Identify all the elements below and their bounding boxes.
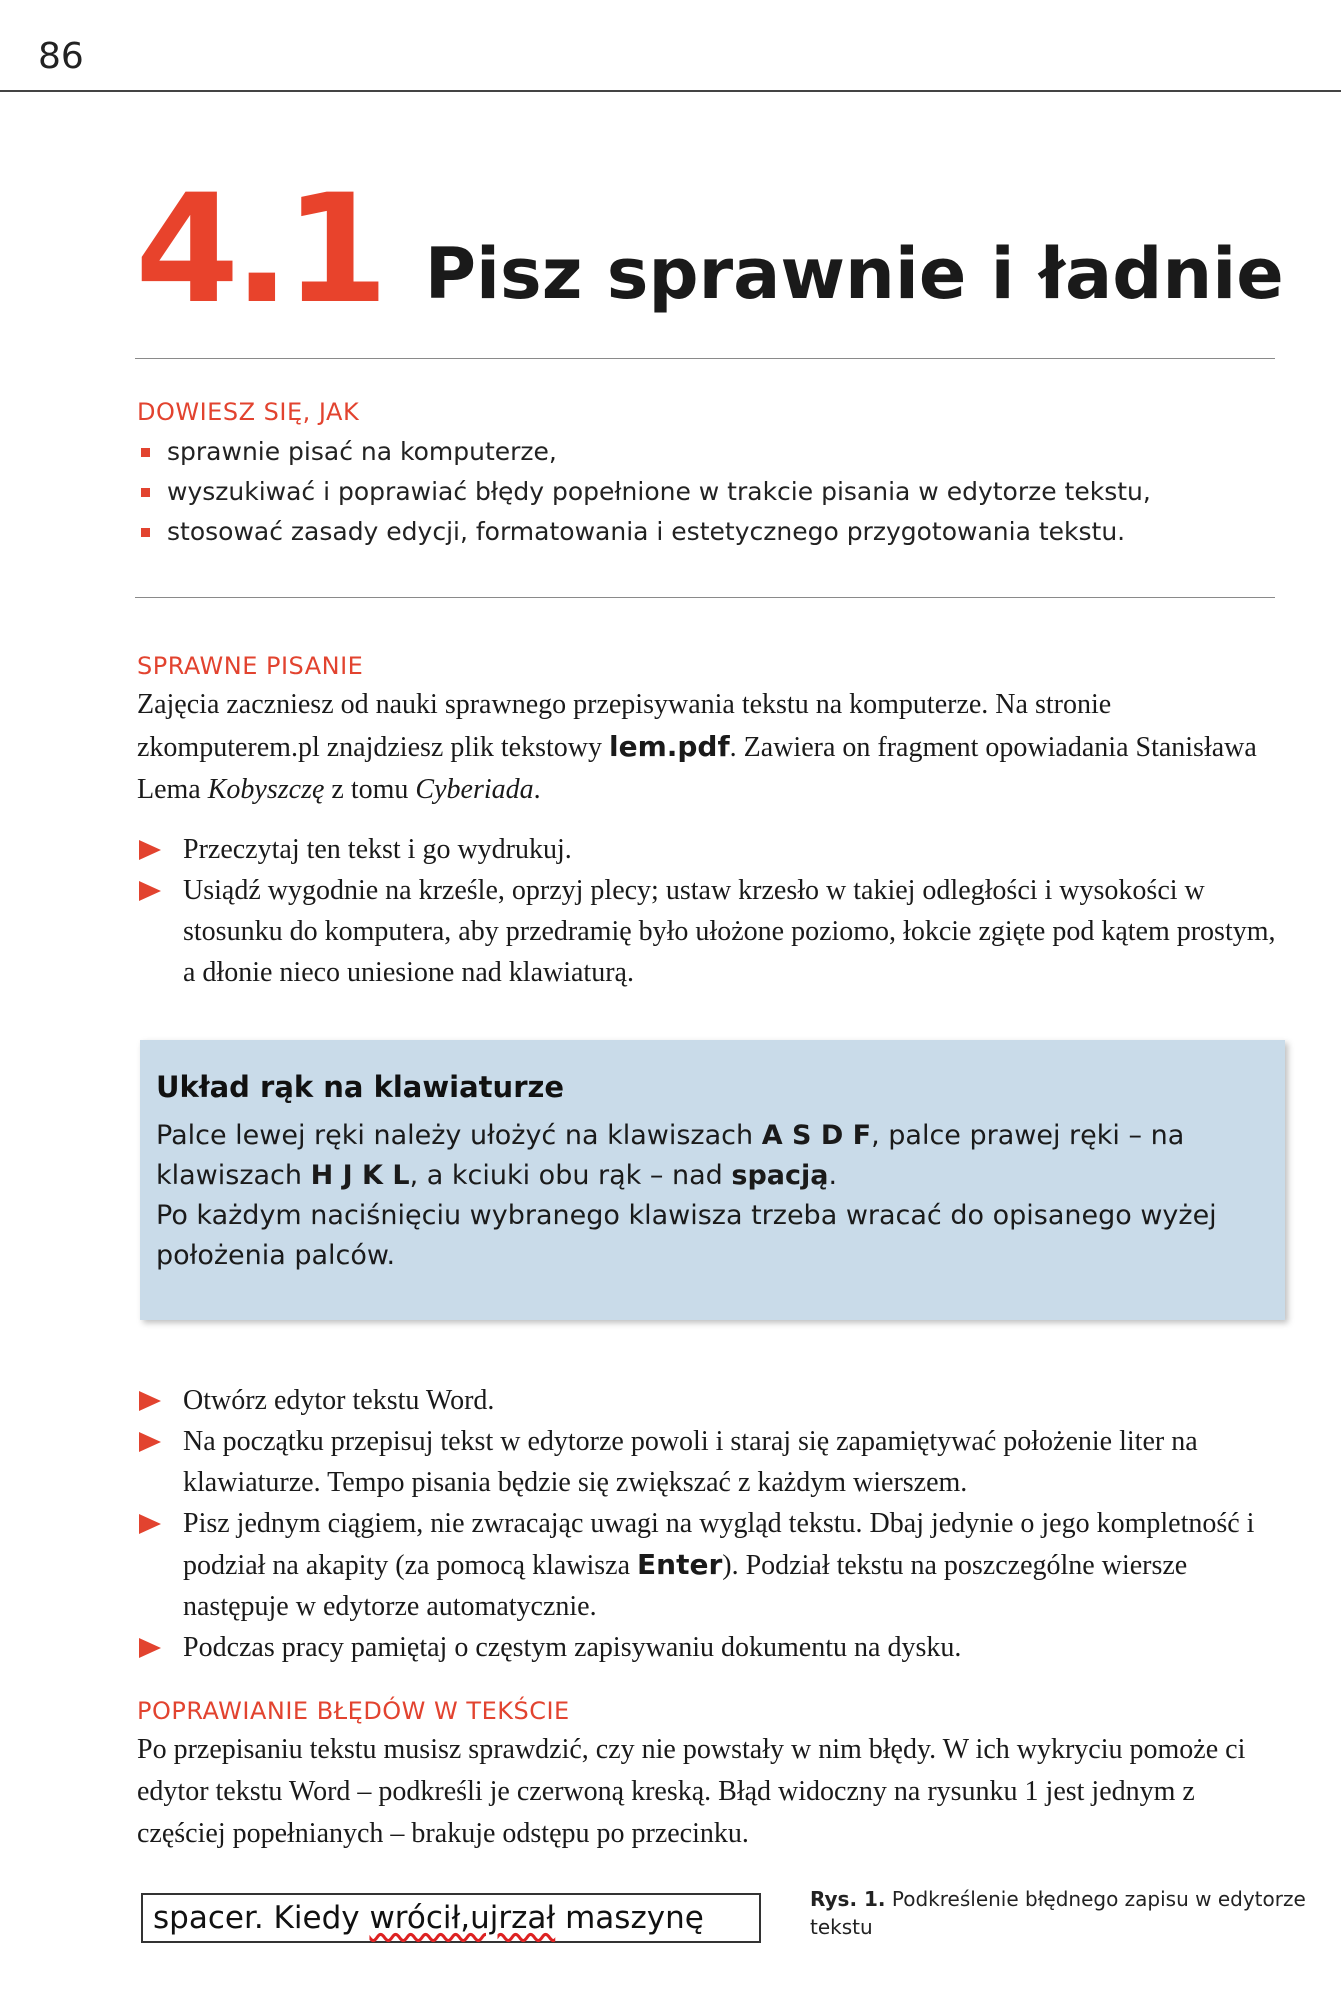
figure-sample-text xyxy=(141,1893,761,1943)
intro-text: z tomu xyxy=(324,774,416,805)
list-item: Przeczytaj ten tekst i go wydrukuj. xyxy=(137,829,1287,870)
hands-info-box xyxy=(140,1040,1285,1320)
typing-intro xyxy=(137,684,1287,811)
chapter-title: Pisz sprawnie i ładnie xyxy=(424,233,1284,315)
figure-caption xyxy=(810,1885,1341,1941)
step-text: ). Podział tekstu na poszczególne wiersze następuje w edytorze automatycznie. xyxy=(183,1550,1188,1622)
file-name: lem.pdf xyxy=(608,730,730,763)
intro-text: . Zawiera on fragment opowiadania Stanisława Lema xyxy=(137,732,1257,805)
figure-text: spacer. Kiedy xyxy=(153,1900,370,1936)
space-key: spacją xyxy=(731,1160,829,1191)
box-text xyxy=(156,1116,1256,1276)
chapter-number: 4.1 xyxy=(135,163,383,337)
intro-text: Zajęcia zaczniesz od nauki sprawnego przepisywania tekstu na komputerze. Na stronie zkomputerem.pl znajdziesz plik tekstowy xyxy=(137,689,1112,763)
figure-text: maszynę xyxy=(555,1900,704,1936)
list-item: Na początku przepisuj tekst w edytorze powoli i staraj się zapamiętywać położenie liter na klawiaturze. Tempo pisania będzie się zwiększać z każdym wierszem. xyxy=(137,1421,1287,1503)
list-item: sprawnie pisać na komputerze, xyxy=(137,432,1151,472)
caption-label: Rys. 1. xyxy=(810,1887,886,1911)
typing-heading: SPRAWNE PISANIE xyxy=(137,652,364,680)
list-item: stosować zasady edycji, formatowania i estetycznego przygotowania tekstu. xyxy=(137,512,1151,552)
page-number: 86 xyxy=(38,36,84,77)
list-item: Otwórz edytor tekstu Word. xyxy=(137,1380,1287,1421)
errors-heading: POPRAWIANIE BŁĘDÓW W TEKŚCIE xyxy=(137,1697,570,1725)
editor-steps xyxy=(137,1380,1287,1668)
box-text-part: , a kciuki obu rąk – nad xyxy=(409,1160,732,1191)
divider-rule xyxy=(135,597,1275,598)
left-keys: A S D F xyxy=(761,1120,872,1151)
list-item: wyszukiwać i poprawiać błędy popełnione w trakcie pisania w edytorze tekstu, xyxy=(137,472,1151,512)
goals-heading: DOWIESZ SIĘ, JAK xyxy=(137,398,360,426)
caption-text: Podkreślenie błędnego zapisu w edytorze tekstu xyxy=(810,1887,1306,1939)
chapter-heading xyxy=(135,163,1284,337)
box-title: Układ rąk na klawiaturze xyxy=(156,1070,565,1104)
goals-list xyxy=(137,432,1151,552)
box-text-part: , palce prawej ręki – na klawiszach xyxy=(156,1120,1185,1191)
box-text-part: Palce lewej ręki należy ułożyć na klawiszach xyxy=(156,1120,762,1151)
typing-steps xyxy=(137,829,1287,993)
error-underline: wrócił,ujrzał xyxy=(369,1900,556,1936)
list-item: Podczas pracy pamiętaj o częstym zapisywaniu dokumentu na dysku. xyxy=(137,1627,1287,1668)
intro-text: . xyxy=(533,774,541,805)
errors-text: Po przepisaniu tekstu musisz sprawdzić, czy nie powstały w nim błędy. W ich wykryciu pomoże ci edytor tekstu Word – podkreśli je czerwoną kreską. Błąd widoczny na rysunku 1 jest jednym z częściej popełnianych – brakuje odstępu po przecinku. xyxy=(137,1734,1246,1849)
step-text: Pisz jednym ciągiem, nie zwracając uwagi na wygląd tekstu. Dbaj jedynie o jego kompletność i podział na akapity (za pomocą klawisza xyxy=(183,1508,1255,1581)
divider-rule xyxy=(135,358,1275,359)
header-rule xyxy=(0,90,1341,92)
book-title: Cyberiada xyxy=(415,774,534,805)
list-item: Usiądź wygodnie na krześle, oprzyj plecy; ustaw krzesło w takiej odległości i wysokości w stosunku do komputera, aby przedramię było ułożone poziomo, łokcie zgięte pod kątem prostym, a dłonie nieco uniesione nad klawiaturą. xyxy=(137,870,1287,993)
story-title: Kobyszczę xyxy=(207,774,325,805)
box-text-part: . xyxy=(828,1160,838,1191)
box-line2: Po każdym naciśnięciu wybranego klawisza trzeba wracać do opisanego wyżej położenia palców. xyxy=(156,1200,1217,1271)
right-keys: H J K L xyxy=(310,1160,410,1191)
enter-key: Enter xyxy=(637,1548,723,1581)
list-item xyxy=(137,1503,1287,1627)
